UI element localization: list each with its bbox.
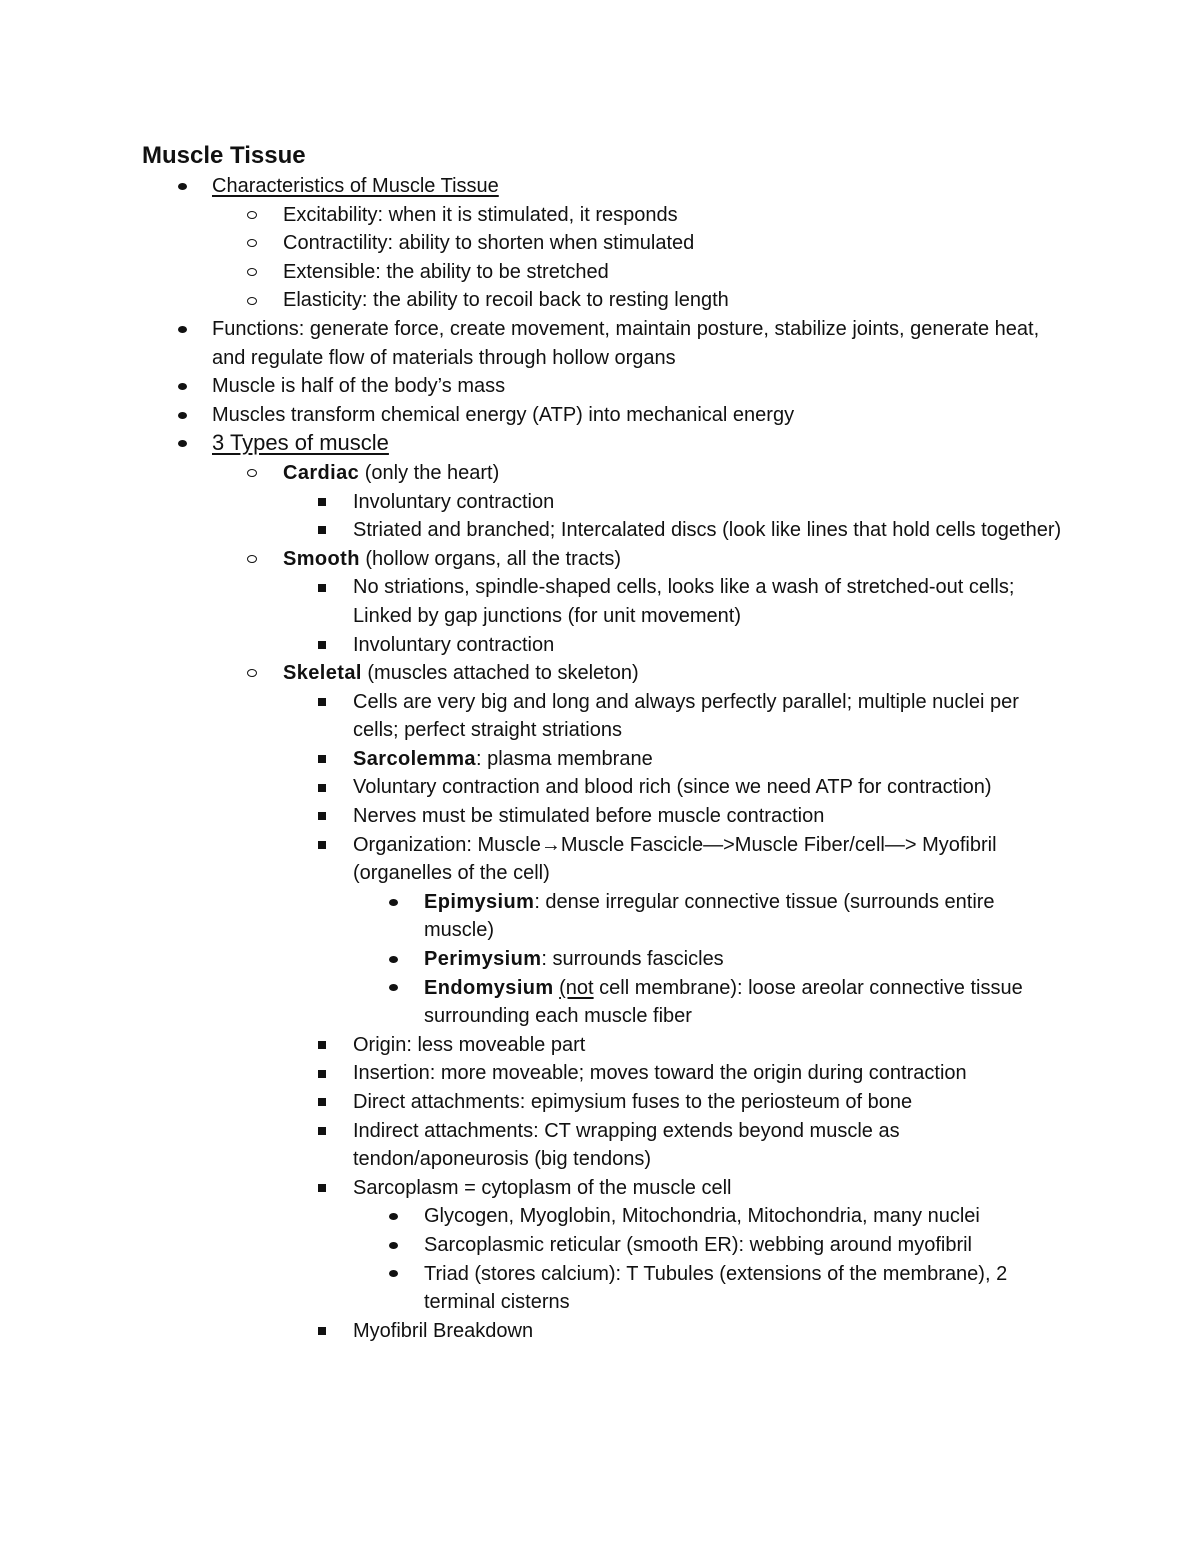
list-item-text: Myofibril Breakdown xyxy=(353,1319,534,1342)
circle-bullet-icon xyxy=(245,545,259,574)
smooth-term: Smooth xyxy=(283,547,360,570)
circle-bullet-icon xyxy=(245,258,259,287)
cardiac-desc: (only the heart) xyxy=(359,461,500,484)
circle-bullet-icon xyxy=(245,659,259,688)
square-bullet-icon xyxy=(315,773,329,802)
organization-text: Organization: Muscle→Muscle Fascicle—>Muscle Fiber/cell—> Myofibril (organelles of the cell) xyxy=(353,833,997,885)
functions-text: Functions: generate force, create movement, maintain posture, stabilize joints, generate heat, and regulate flow of materials through hollow organs xyxy=(212,317,1040,369)
list-item xyxy=(283,516,1062,545)
document-body xyxy=(142,140,1062,1345)
cardiac-list xyxy=(283,488,1062,545)
list-item xyxy=(142,401,1062,430)
square-bullet-icon xyxy=(315,631,329,660)
epimysium-term: Epimysium xyxy=(424,890,535,913)
list-item xyxy=(212,201,1062,230)
list-item xyxy=(283,1174,1062,1317)
perimysium-def: : surrounds fascicles xyxy=(541,948,724,971)
list-item xyxy=(283,745,1062,774)
body-mass-text: Muscle is half of the body’s mass xyxy=(212,375,506,398)
circle-bullet-icon xyxy=(245,201,259,230)
list-item xyxy=(353,1202,1062,1231)
square-bullet-icon xyxy=(315,1059,329,1088)
square-bullet-icon xyxy=(315,1088,329,1117)
disc-bullet-icon xyxy=(386,1202,400,1231)
square-bullet-icon xyxy=(315,802,329,831)
cardiac-term: Cardiac xyxy=(283,461,360,484)
list-item xyxy=(212,659,1062,1345)
list-item-text: Extensible: the ability to be stretched xyxy=(283,260,609,283)
disc-bullet-icon xyxy=(386,1231,400,1260)
list-item-text: Indirect attachments: CT wrapping extends beyond muscle as tendon/aponeurosis (big tendons) xyxy=(353,1119,900,1171)
list-item-text: Contractility: ability to shorten when stimulated xyxy=(283,232,695,255)
list-item xyxy=(212,286,1062,315)
list-item xyxy=(283,1317,1062,1346)
energy-text: Muscles transform chemical energy (ATP) into mechanical energy xyxy=(212,403,795,426)
list-item-text: Striated and branched; Intercalated discs (look like lines that hold cells together) xyxy=(353,519,1062,542)
disc-bullet-icon xyxy=(175,429,189,458)
page-title: Muscle Tissue xyxy=(142,142,306,169)
list-item xyxy=(142,172,1062,315)
square-bullet-icon xyxy=(315,488,329,517)
list-item-text: Sarcoplasmic reticular (smooth ER): webbing around myofibril xyxy=(424,1233,972,1256)
list-item xyxy=(212,545,1062,659)
connective-tissue-list xyxy=(353,888,1062,1031)
sarcolemma-def: : plasma membrane xyxy=(475,747,653,770)
list-item xyxy=(283,1088,1062,1117)
list-item-text: Glycogen, Myoglobin, Mitochondria, Mitochondria, many nuclei xyxy=(424,1205,980,1228)
list-item xyxy=(353,1260,1062,1317)
list-item xyxy=(212,459,1062,545)
list-item xyxy=(283,631,1062,660)
endomysium-not: (not xyxy=(559,976,594,999)
list-item xyxy=(142,315,1062,372)
circle-bullet-icon xyxy=(245,229,259,258)
list-item xyxy=(142,372,1062,401)
sarcoplasm-text: Sarcoplasm = cytoplasm of the muscle cell xyxy=(353,1176,732,1199)
characteristics-list xyxy=(212,201,1062,315)
list-item xyxy=(283,488,1062,517)
square-bullet-icon xyxy=(315,1174,329,1203)
list-item-text: Triad (stores calcium): T Tubules (extensions of the membrane), 2 terminal cisterns xyxy=(424,1262,1008,1314)
types-heading: 3 Types of muscle xyxy=(212,430,389,456)
sarcoplasm-list xyxy=(353,1202,1062,1316)
circle-bullet-icon xyxy=(245,286,259,315)
list-item-text: Nerves must be stimulated before muscle contraction xyxy=(353,805,825,828)
circle-bullet-icon xyxy=(245,459,259,488)
smooth-desc: (hollow organs, all the tracts) xyxy=(359,547,622,570)
square-bullet-icon xyxy=(315,1117,329,1146)
characteristics-heading: Characteristics of Muscle Tissue xyxy=(212,175,499,197)
list-item xyxy=(353,945,1062,974)
smooth-list xyxy=(283,573,1062,659)
square-bullet-icon xyxy=(315,831,329,860)
list-item xyxy=(283,1117,1062,1174)
disc-bullet-icon xyxy=(386,945,400,974)
endomysium-term: Endomysium xyxy=(424,976,554,999)
disc-bullet-icon xyxy=(175,372,189,401)
list-item xyxy=(283,573,1062,630)
list-item xyxy=(212,258,1062,287)
list-item-text: No striations, spindle-shaped cells, looks like a wash of stretched-out cells; Linked by gap junctions (for unit movement) xyxy=(353,576,1015,627)
muscle-types-list xyxy=(212,459,1062,1345)
list-item xyxy=(283,831,1062,1031)
list-item-text: Voluntary contraction and blood rich (since we need ATP for contraction) xyxy=(353,776,992,799)
list-item-text: Direct attachments: epimysium fuses to the periosteum of bone xyxy=(353,1091,913,1113)
list-item-text: Origin: less moveable part xyxy=(353,1033,586,1056)
list-item xyxy=(283,802,1062,831)
list-item xyxy=(212,229,1062,258)
disc-bullet-icon xyxy=(175,401,189,430)
square-bullet-icon xyxy=(315,516,329,545)
disc-bullet-icon xyxy=(386,1260,400,1289)
skeletal-term: Skeletal xyxy=(283,662,362,685)
list-item-text: Involuntary contraction xyxy=(353,633,555,656)
skeletal-desc: (muscles attached to skeleton) xyxy=(361,662,639,685)
list-item xyxy=(283,1059,1062,1088)
disc-bullet-icon xyxy=(175,315,189,344)
list-item xyxy=(353,1231,1062,1260)
skeletal-list xyxy=(283,688,1062,1346)
disc-bullet-icon xyxy=(386,888,400,917)
square-bullet-icon xyxy=(315,688,329,717)
list-item xyxy=(283,1031,1062,1060)
endomysium-def: cell membrane): loose areolar connective tissue surrounding each muscle fiber xyxy=(424,976,1023,1028)
list-item xyxy=(283,773,1062,802)
disc-bullet-icon xyxy=(175,172,189,201)
main-bullet-list xyxy=(142,172,1062,1345)
list-item-text: Elasticity: the ability to recoil back to resting length xyxy=(283,289,729,312)
list-item xyxy=(353,888,1062,945)
list-item xyxy=(353,974,1062,1031)
square-bullet-icon xyxy=(315,1031,329,1060)
square-bullet-icon xyxy=(315,745,329,774)
perimysium-term: Perimysium xyxy=(424,948,542,971)
epimysium-def: : dense irregular connective tissue (surrounds entire muscle) xyxy=(424,890,995,942)
disc-bullet-icon xyxy=(386,974,400,1003)
square-bullet-icon xyxy=(315,1317,329,1346)
square-bullet-icon xyxy=(315,573,329,602)
list-item xyxy=(142,429,1062,1345)
sarcolemma-term: Sarcolemma xyxy=(353,747,476,770)
list-item-text: Excitability: when it is stimulated, it responds xyxy=(283,203,678,226)
list-item-text: Insertion: more moveable; moves toward the origin during contraction xyxy=(353,1062,967,1085)
list-item-text: Involuntary contraction xyxy=(353,490,555,513)
list-item xyxy=(283,688,1062,745)
list-item-text: Cells are very big and long and always perfectly parallel; multiple nuclei per cells; perfect straight striations xyxy=(353,690,1019,742)
